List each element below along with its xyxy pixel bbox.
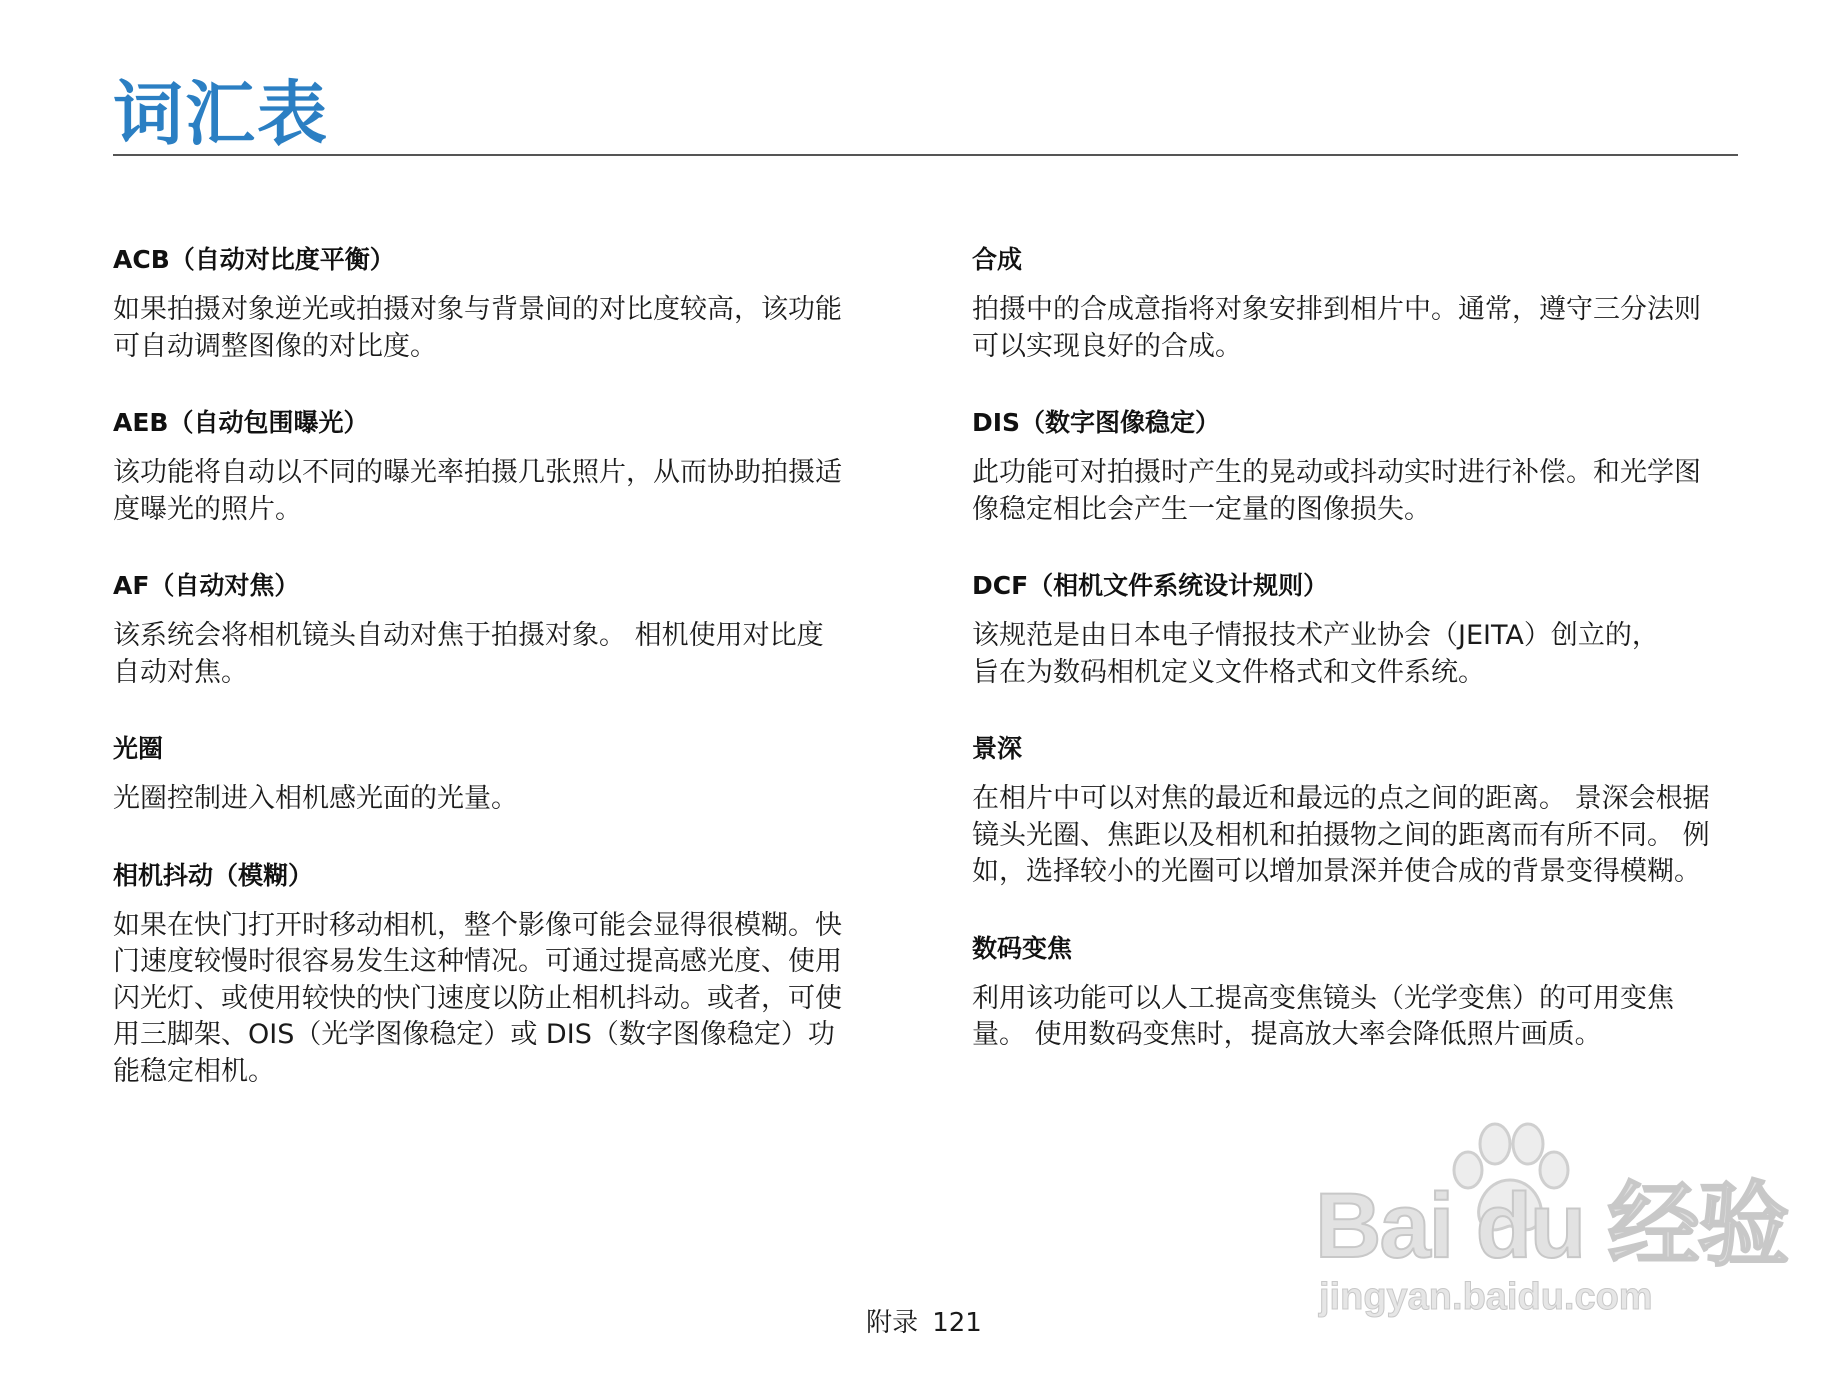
glossary-term: AEB（自动包围曝光） [113,408,369,437]
glossary-right-column [972,242,1752,1094]
glossary-definition: 光圈控制进入相机感光面的光量。 [113,783,518,814]
glossary-definition: 此功能可对拍摄时产生的晃动或抖动实时进行补偿。和光学图 像稳定相比会产生一定量的图像损失。 [972,457,1701,525]
glossary-entry-camera-shake [113,858,893,1091]
glossary-left-column [113,242,893,1130]
glossary-definition: 在相片中可以对焦的最近和最远的点之间的距离。 景深会根据 镜头光圈、焦距以及相机和拍摄物之间的距离而有所不同。 例 如，选择较小的光圈可以增加景深并使合成的背景变得模糊。 [972,783,1710,887]
glossary-term: 光圈 [113,734,164,763]
glossary-term: AF（自动对焦） [113,571,300,600]
glossary-term: DIS（数字图像稳定） [972,408,1221,437]
page-number: 121 [932,1308,982,1338]
glossary-entry-composition [972,242,1752,365]
glossary-definition: 该系统会将相机镜头自动对焦于拍摄对象。 相机使用对比度 自动对焦。 [113,620,824,688]
glossary-definition: 该规范是由日本电子情报技术产业协会（JEITA）创立的， 旨在为数码相机定义文件格式和文件系统。 [972,620,1659,688]
glossary-term: 数码变焦 [972,933,1073,963]
glossary-term: 景深 [972,734,1023,763]
glossary-entry-af [113,568,893,691]
glossary-term: 合成 [972,245,1023,274]
glossary-definition: 拍摄中的合成意指将对象安排到相片中。通常，遵守三分法则 可以实现良好的合成。 [972,294,1701,362]
glossary-entry-depth-of-field [972,731,1752,891]
glossary-term: ACB（自动对比度平衡） [113,245,395,274]
glossary-entry-dis [972,405,1752,528]
glossary-entry-aperture [113,731,893,818]
glossary-entry-digital-zoom [972,931,1752,1054]
glossary-entry-dcf [972,568,1752,691]
glossary-definition: 如果拍摄对象逆光或拍摄对象与背景间的对比度较高，该功能 可自动调整图像的对比度。 [113,294,842,362]
watermark-brand: Bai du 经验 [1315,1175,1788,1277]
glossary-term: 相机抖动（模糊） [113,860,314,890]
glossary-definition: 如果在快门打开时移动相机，整个影像可能会显得很模糊。快 门速度较慢时很容易发生这种情况。可通过提高感光度、使用 闪光灯、或使用较快的快门速度以防止相机抖动。或者，可使 用三脚架、OIS（光学图像稳定）或 DIS（数字图像稳定）功 能稳定相机。 [113,909,842,1087]
glossary-definition: 该功能将自动以不同的曝光率拍摄几张照片，从而协助拍摄适 度曝光的照片。 [113,457,842,525]
glossary-term: DCF（相机文件系统设计规则） [972,571,1329,600]
title-divider [113,154,1738,156]
baidu-jingyan-watermark [1315,1120,1788,1320]
watermark-url: jingyan.baidu.com [1319,1276,1653,1318]
footer-section-label: 附录 [866,1308,919,1338]
glossary-definition: 利用该功能可以人工提高变焦镜头（光学变焦）的可用变焦 量。 使用数码变焦时，提高放大率会降低照片画质。 [972,982,1674,1050]
glossary-entry-aeb [113,405,893,528]
glossary-entry-acb [113,242,893,365]
page-title: 词汇表 [113,73,329,155]
page-footer [0,1306,1848,1340]
